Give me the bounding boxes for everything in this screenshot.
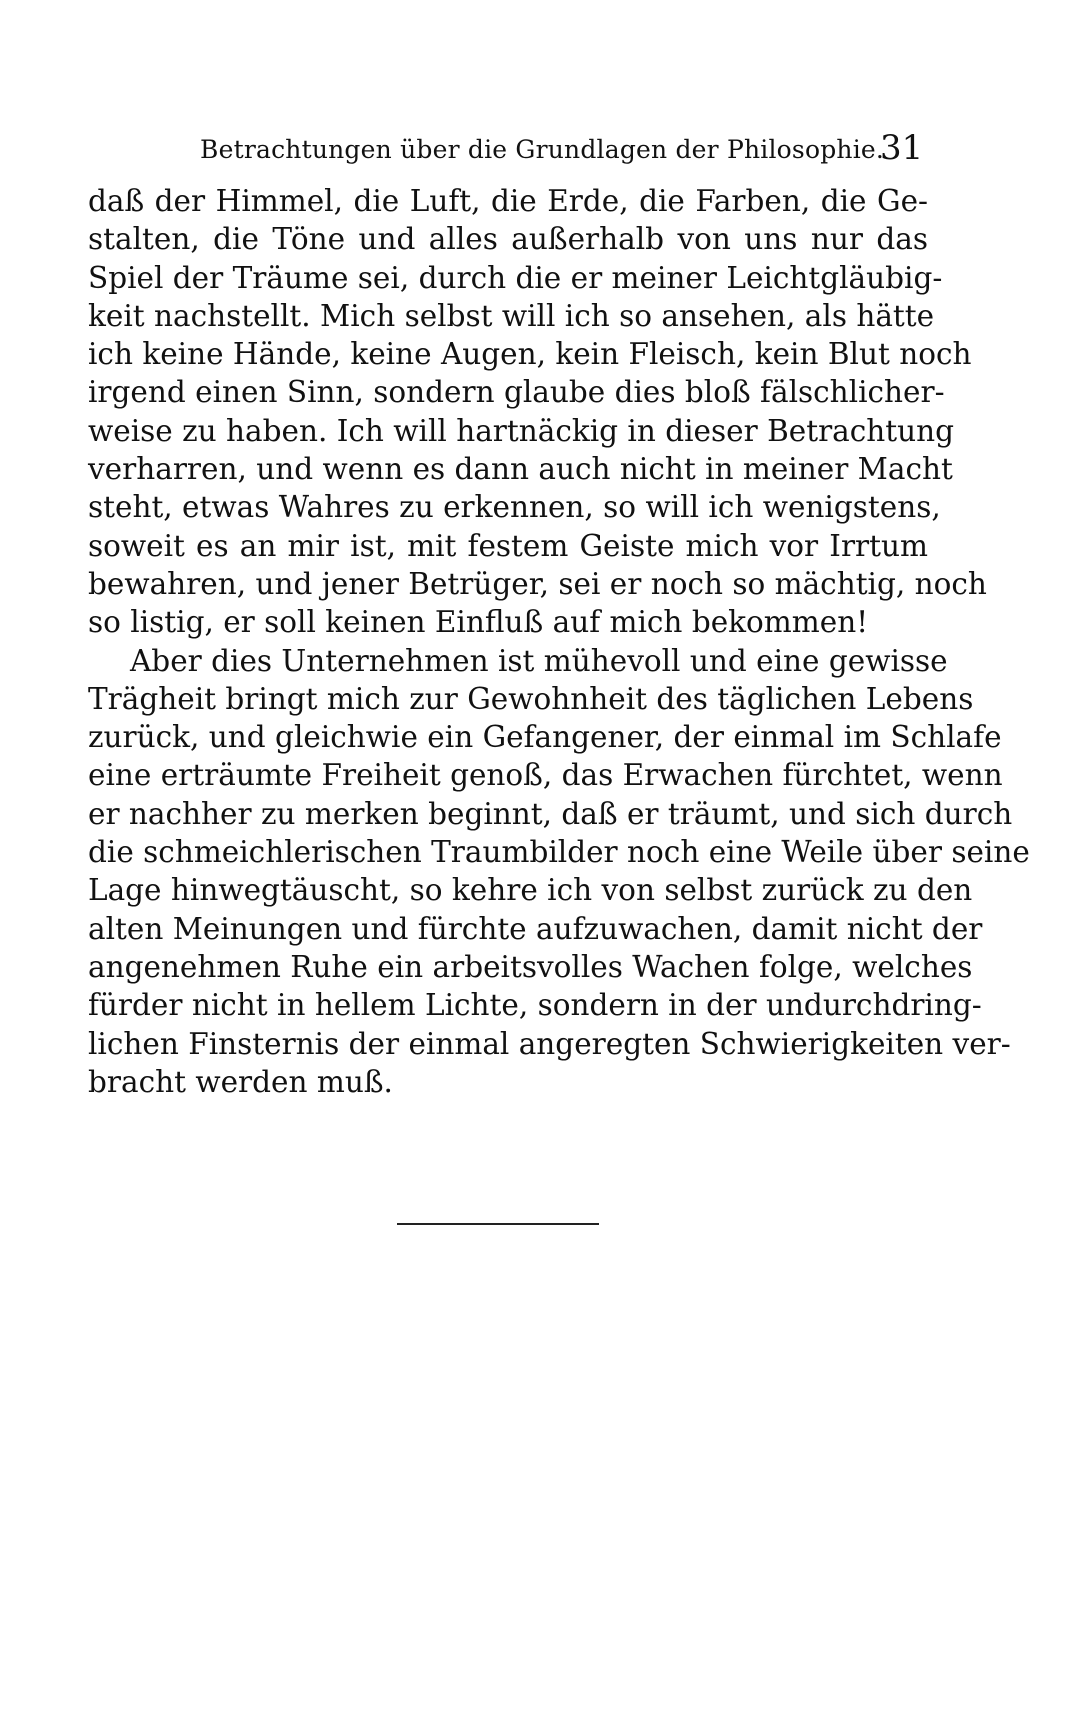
section-end-rule [397, 1223, 599, 1225]
text-line: daß der Himmel, die Luft, die Erde, die Farben, die Ge- [88, 184, 928, 218]
text-line: er nachher zu merken beginnt, daß er träumt, und sich durch [88, 796, 1013, 831]
page-number: 31 [880, 128, 924, 168]
text-line: Lage hinwegtäuscht, so kehre ich von selbst zurück zu den [88, 873, 973, 908]
text-line: soweit es an mir ist, mit festem Geiste mich vor Irrtum [88, 528, 928, 563]
text-line: angenehmen Ruhe ein arbeitsvolles Wachen folge, welches [88, 949, 973, 984]
text-line: keit nachstellt. Mich selbst will ich so ansehen, als hätte [88, 298, 935, 333]
text-line: bracht werden muß. [88, 1064, 393, 1099]
paragraph [88, 642, 1030, 1102]
text-line: alten Meinungen und fürchte aufzuwachen, damit nicht der [88, 911, 983, 946]
running-title: Betrachtungen über die Grundlagen der Philosophie. [200, 135, 885, 164]
text-line: lichen Finsternis der einmal angeregten Schwierigkeiten ver- [88, 1026, 1011, 1061]
text-line: verharren, und wenn es dann auch nicht in meiner Macht [88, 452, 953, 487]
text-line: weise zu haben. Ich will hartnäckig in dieser Betrachtung [88, 413, 955, 448]
text-line: irgend einen Sinn, sondern glaube dies bloß fälschlicher- [88, 375, 945, 410]
text-line: ich keine Hände, keine Augen, kein Fleisch, kein Blut noch [88, 337, 972, 372]
text-line: Spiel der Träume sei, durch die er meiner Leichtgläubig- [88, 260, 943, 295]
text-line: bewahren, und jener Betrüger, sei er noch so mächtig, noch [88, 566, 987, 601]
text-line: fürder nicht in hellem Lichte, sondern in der undurchdring- [88, 988, 982, 1023]
paragraph [88, 182, 987, 642]
text-line: zurück, und gleichwie ein Gefangener, der einmal im Schlafe [88, 720, 1002, 755]
text-line: die schmeichlerischen Traumbilder noch eine Weile über seine [88, 835, 1030, 870]
text-line: Trägheit bringt mich zur Gewohnheit des täglichen Lebens [88, 681, 974, 716]
text-line: steht, etwas Wahres zu erkennen, so will ich wenigstens, [88, 490, 941, 525]
text-line: Aber dies Unternehmen ist mühevoll und eine gewisse [130, 643, 948, 678]
text-line: eine erträumte Freiheit genoß, das Erwachen fürchtet, wenn [88, 758, 1003, 793]
text-line: so listig, er soll keinen Einfluß auf mich bekommen! [88, 605, 869, 640]
body-text [88, 182, 1030, 1101]
text-line: stalten, die Töne und alles außerhalb von uns nur das [88, 222, 928, 257]
